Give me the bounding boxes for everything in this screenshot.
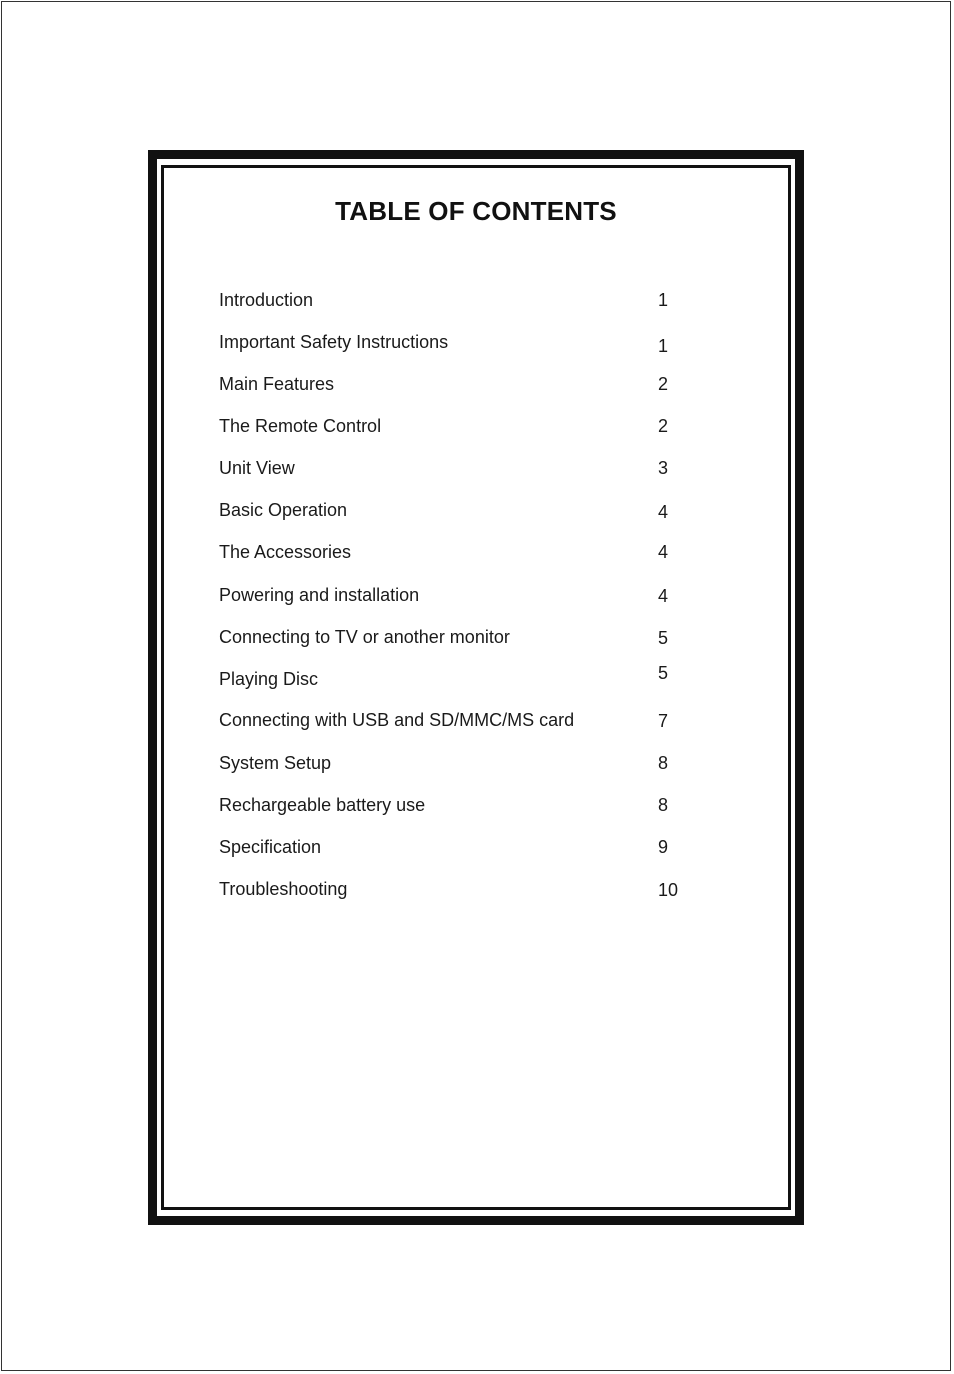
toc-entry-label: Playing Disc — [219, 669, 319, 689]
toc-entry-page: 8 — [658, 753, 669, 773]
toc-entry-label: The Remote Control — [219, 416, 382, 436]
toc-entry-page: 5 — [658, 663, 669, 683]
toc-entry-label: Main Features — [219, 374, 335, 394]
toc-entry — [219, 877, 699, 901]
toc-entry — [219, 288, 699, 312]
toc-entry-label: Specification — [219, 837, 322, 857]
toc-entry — [219, 372, 699, 396]
toc-entry — [219, 708, 699, 732]
toc-entry-label: Unit View — [219, 458, 295, 478]
toc-entry-page: 5 — [658, 628, 669, 648]
toc-entry-label: Introduction — [219, 290, 314, 310]
toc-entry — [219, 330, 699, 354]
toc-entry-label: Connecting with USB and SD/MMC/MS card — [219, 710, 575, 730]
toc-entry-page: 1 — [658, 336, 669, 356]
toc-entry-page: 7 — [658, 711, 669, 731]
toc-entry — [219, 456, 699, 480]
toc-entry — [219, 835, 699, 859]
toc-entry-page: 2 — [658, 416, 669, 436]
toc-entry-label: Basic Operation — [219, 500, 348, 520]
toc-entry — [219, 751, 699, 775]
toc-entry-page: 8 — [658, 795, 669, 815]
toc-entry-label: Powering and installation — [219, 585, 420, 605]
toc-entry-page: 9 — [658, 837, 669, 857]
toc-entry-label: Rechargeable battery use — [219, 795, 426, 815]
toc-entry-page: 4 — [658, 586, 669, 606]
page-title: TABLE OF CONTENTS — [335, 196, 617, 226]
toc-entry-page: 1 — [658, 290, 669, 310]
toc-entry — [219, 414, 699, 438]
toc-entry-label: Important Safety Instructions — [219, 332, 449, 352]
toc-entry-page: 2 — [658, 374, 669, 394]
toc-entry-label: System Setup — [219, 753, 332, 773]
toc-entry-page: 4 — [658, 542, 669, 562]
toc-entry — [219, 540, 699, 564]
toc-entry-page: 10 — [658, 880, 679, 900]
toc-entry — [219, 663, 699, 691]
toc-entry-label: Troubleshooting — [219, 879, 348, 899]
toc-entry — [219, 583, 699, 607]
toc-entry-label: Connecting to TV or another monitor — [219, 627, 510, 647]
toc-entry — [219, 793, 699, 817]
toc-entry-page: 4 — [658, 502, 669, 522]
toc-entry-page: 3 — [658, 458, 669, 478]
toc-entry-label: The Accessories — [219, 542, 352, 562]
toc-entry — [219, 625, 699, 649]
toc-entry — [219, 498, 699, 522]
